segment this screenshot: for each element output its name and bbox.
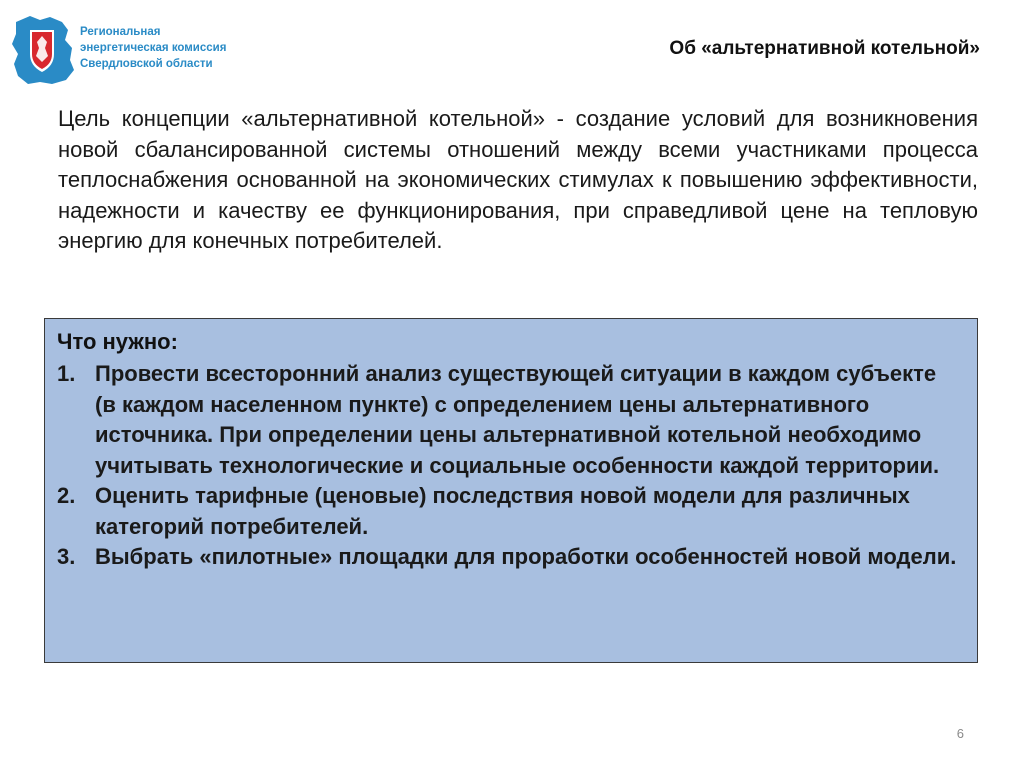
sverdlovsk-region-map-emblem-icon [10, 14, 76, 86]
list-item-number: 2. [57, 483, 76, 508]
intro-paragraph: Цель концепции «альтернативной котельной» - создание условий для возникновения новой сбалансированной системы отношений между всеми участниками процесса теплоснабжения основанной на экономических стимулах к повышению эффективности, надежности и качеству ее функционирования, при справедливой цене на тепловую энергию для конечных потребителей. [58, 106, 978, 253]
list-item [57, 481, 957, 542]
requirements-box [44, 318, 978, 663]
page-number: 6 [956, 726, 964, 741]
list-item [57, 359, 957, 481]
list-item [57, 542, 957, 573]
requirements-list [57, 359, 957, 573]
list-item-number: 3. [57, 544, 76, 569]
list-item-number: 1. [57, 361, 76, 386]
list-item-text: Оценить тарифные (ценовые) последствия новой модели для различных категорий потребителей. [95, 483, 910, 539]
requirements-heading: Что нужно: [57, 329, 178, 354]
slide-title: Об «альтернативной котельной» [669, 38, 980, 59]
logo-line-2: энергетическая комиссия [80, 42, 227, 54]
logo-line-1: Региональная [80, 26, 161, 38]
logo-line-3: Свердловской области [80, 58, 213, 70]
logo-text [80, 24, 250, 72]
list-item-text: Выбрать «пилотные» площадки для проработки особенностей новой модели. [95, 544, 957, 569]
rek-logo [10, 14, 240, 86]
list-item-text: Провести всесторонний анализ существующей ситуации в каждом субъекте (в каждом населенном пункте) с определением цены альтернативного источника. При определении цены альтернативной котельной необходимо учитывать технологические и социальные особенности каждой территории. [95, 361, 940, 478]
